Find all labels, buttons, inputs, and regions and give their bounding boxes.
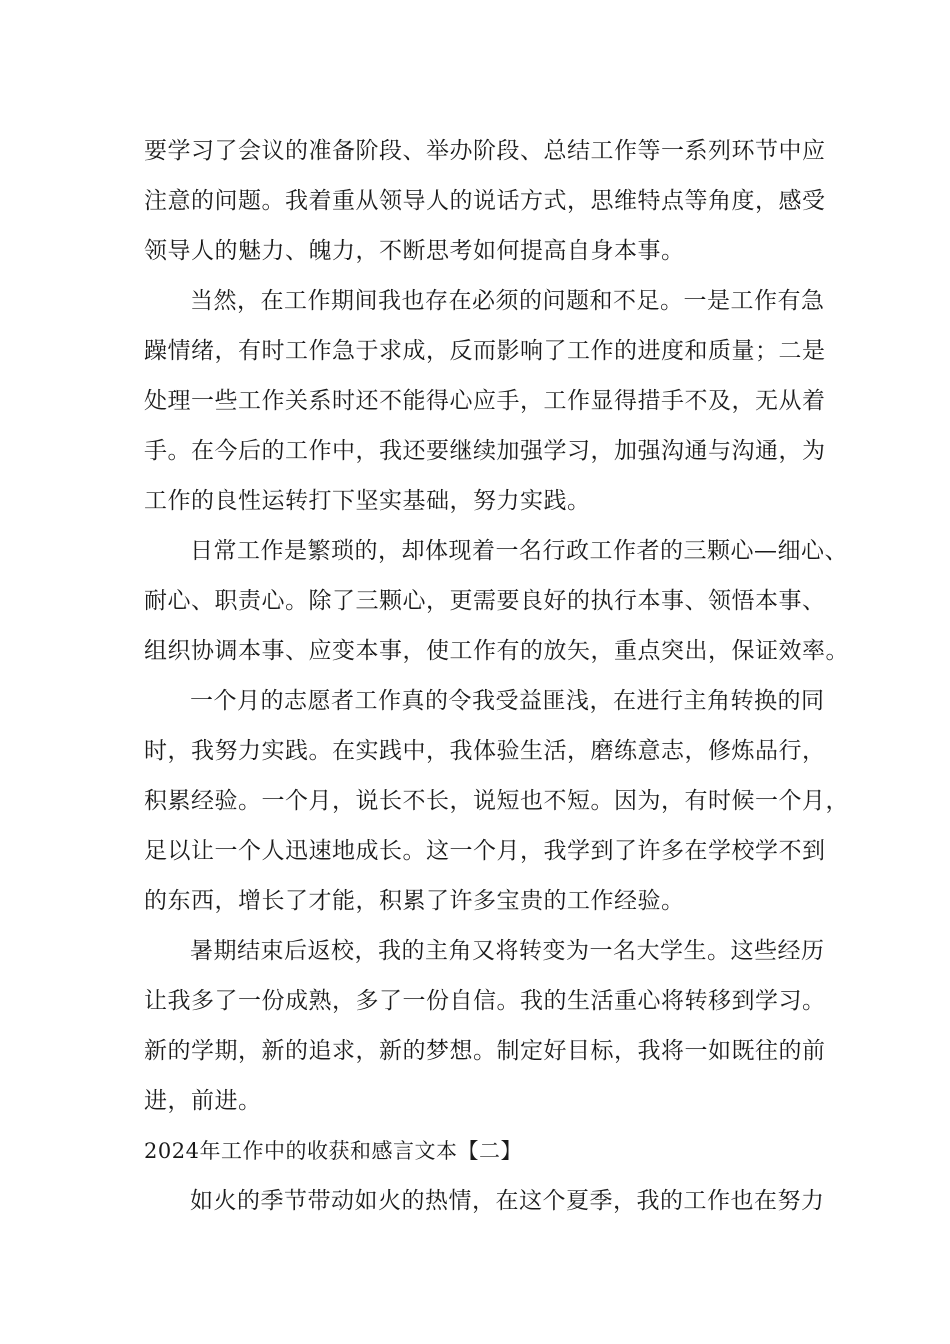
text-line: 领导人的魅力、魄力，不断思考如何提高自身本事。: [144, 238, 685, 264]
text-line: 组织协调本事、应变本事，使工作有的放矢，重点突出，保证效率。: [144, 638, 849, 664]
text-line: 新的学期，新的追求，新的梦想。制定好目标，我将一如既往的前: [144, 1038, 826, 1064]
text-line: 的东西，增长了才能，积累了许多宝贵的工作经验。: [144, 888, 685, 914]
text-line: 注意的问题。我着重从领导人的说话方式，思维特点等角度，感受: [144, 188, 826, 214]
paragraph-6: [144, 1176, 825, 1226]
text-line: 足以让一个人迅速地成长。这一个月，我学到了许多在学校学不到: [144, 838, 826, 864]
text-line: 要学习了会议的准备阶段、举办阶段、总结工作等一系列环节中应: [144, 138, 826, 164]
text-line: 耐心、职责心。除了三颗心，更需要良好的执行本事、领悟本事、: [144, 588, 826, 614]
text-line: 手。在今后的工作中，我还要继续加强学习，加强沟通与沟通，为: [144, 438, 826, 464]
paragraph-4: [144, 676, 849, 926]
text-line: 当然，在工作期间我也存在必须的问题和不足。一是工作有急: [190, 288, 825, 314]
text-line: 一个月的志愿者工作真的令我受益匪浅，在进行主角转换的同: [190, 688, 825, 714]
text-line: 处理一些工作关系时还不能得心应手，工作显得措手不及，无从着: [144, 388, 826, 414]
text-line: 时，我努力实践。在实践中，我体验生活，磨练意志，修炼品行，: [144, 738, 826, 764]
document-body: [144, 126, 849, 1226]
text-line: 积累经验。一个月，说长不长，说短也不短。因为，有时候一个月，: [144, 788, 849, 814]
text-line: 让我多了一份成熟，多了一份自信。我的生活重心将转移到学习。: [144, 988, 826, 1014]
section-heading: 2024年工作中的收获和感言文本【二】: [144, 1139, 522, 1163]
paragraph-2: [144, 276, 826, 526]
paragraph-3: [144, 526, 849, 676]
text-line: 躁情绪，有时工作急于求成，反而影响了工作的进度和质量；二是: [144, 338, 826, 364]
text-line: 如火的季节带动如火的热情，在这个夏季，我的工作也在努力: [190, 1188, 825, 1214]
paragraph-5: [144, 926, 826, 1126]
text-line: 日常工作是繁琐的，却体现着一名行政工作者的三颗心—细心、: [190, 538, 848, 564]
text-line: 工作的良性运转打下坚实基础，努力实践。: [144, 488, 591, 514]
text-line: 进，前进。: [144, 1088, 262, 1114]
text-line: 暑期结束后返校，我的主角又将转变为一名大学生。这些经历: [190, 938, 825, 964]
paragraph-1: [144, 126, 826, 276]
